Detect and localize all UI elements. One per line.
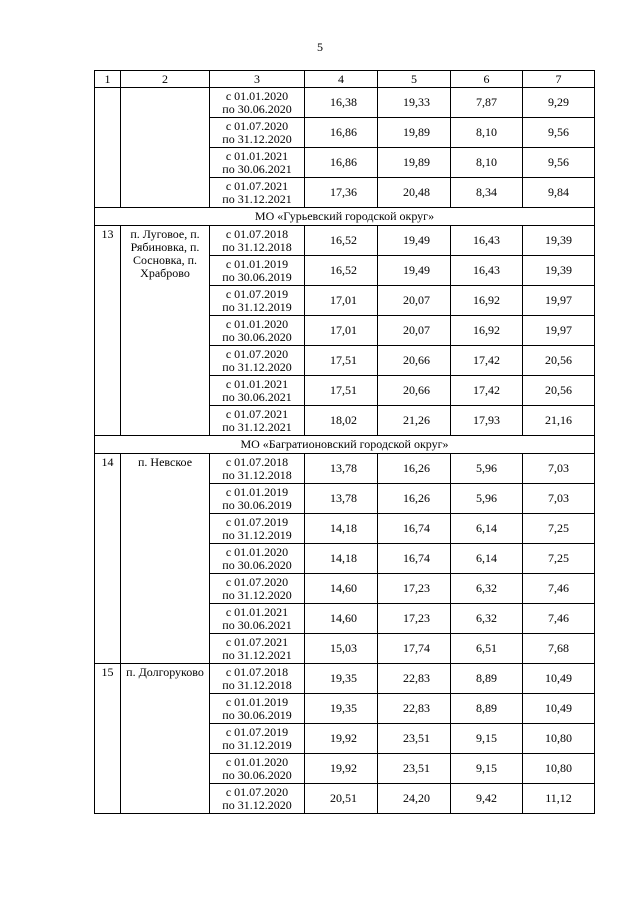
table-row [95, 88, 595, 118]
period-from: с 01.01.2019 [225, 256, 289, 271]
value-col7: 19,97 [523, 286, 595, 316]
period-cell [210, 118, 305, 148]
value-col6: 16,92 [451, 316, 523, 346]
period-cell [210, 574, 305, 604]
value-col4: 19,92 [305, 754, 378, 784]
period-cell [210, 88, 305, 118]
value-col4: 15,03 [305, 634, 378, 664]
value-col4: 19,92 [305, 724, 378, 754]
period-from: с 01.07.2019 [225, 286, 289, 301]
value-col5: 20,48 [378, 178, 451, 208]
value-col4: 20,51 [305, 784, 378, 814]
value-col7: 7,46 [523, 604, 595, 634]
value-col6: 6,14 [451, 514, 523, 544]
locality-cell: п. Невское [121, 454, 210, 664]
value-col5: 19,33 [378, 88, 451, 118]
period-from: с 01.01.2019 [225, 694, 289, 709]
value-col5: 20,07 [378, 286, 451, 316]
period-cell [210, 724, 305, 754]
column-header: 4 [305, 71, 378, 88]
period-to: по 31.12.2020 [222, 587, 292, 602]
table-row [95, 664, 595, 694]
value-col6: 9,15 [451, 754, 523, 784]
value-col4: 13,78 [305, 454, 378, 484]
value-col5: 20,66 [378, 376, 451, 406]
row-number: 13 [95, 226, 121, 436]
value-col7: 11,12 [523, 784, 595, 814]
period-cell [210, 604, 305, 634]
value-col7: 9,56 [523, 148, 595, 178]
value-col4: 17,01 [305, 286, 378, 316]
value-col7: 7,68 [523, 634, 595, 664]
column-header: 6 [451, 71, 523, 88]
period-cell [210, 664, 305, 694]
column-header: 2 [121, 71, 210, 88]
period-cell [210, 178, 305, 208]
value-col5: 24,20 [378, 784, 451, 814]
value-col6: 8,89 [451, 664, 523, 694]
period-to: по 31.12.2018 [222, 467, 292, 482]
value-col7: 10,80 [523, 724, 595, 754]
value-col4: 18,02 [305, 406, 378, 436]
period-from: с 01.07.2019 [225, 514, 289, 529]
row-number: 15 [95, 664, 121, 814]
header-row [95, 71, 595, 88]
value-col6: 16,43 [451, 226, 523, 256]
value-col4: 14,18 [305, 514, 378, 544]
period-from: с 01.07.2020 [225, 784, 289, 799]
value-col6: 17,42 [451, 376, 523, 406]
value-col7: 9,56 [523, 118, 595, 148]
value-col5: 16,26 [378, 454, 451, 484]
value-col7: 19,97 [523, 316, 595, 346]
period-to: по 30.06.2021 [222, 161, 292, 176]
period-from: с 01.07.2018 [225, 226, 289, 241]
value-col7: 21,16 [523, 406, 595, 436]
section-row [95, 436, 595, 454]
period-to: по 31.12.2021 [222, 191, 292, 206]
period-to: по 31.12.2020 [222, 797, 292, 812]
period-from: с 01.07.2019 [225, 724, 289, 739]
period-to: по 30.06.2020 [222, 557, 292, 572]
value-col4: 17,51 [305, 376, 378, 406]
value-col5: 19,49 [378, 226, 451, 256]
value-col7: 9,29 [523, 88, 595, 118]
value-col6: 17,93 [451, 406, 523, 436]
value-col5: 20,66 [378, 346, 451, 376]
value-col7: 20,56 [523, 346, 595, 376]
column-header: 5 [378, 71, 451, 88]
value-col4: 19,35 [305, 694, 378, 724]
period-from: с 01.01.2020 [225, 316, 289, 331]
period-from: с 01.01.2020 [225, 544, 289, 559]
value-col4: 19,35 [305, 664, 378, 694]
period-to: по 31.12.2020 [222, 131, 292, 146]
period-to: по 30.06.2021 [222, 389, 292, 404]
period-cell [210, 694, 305, 724]
value-col5: 22,83 [378, 664, 451, 694]
period-cell [210, 346, 305, 376]
period-cell [210, 634, 305, 664]
period-cell [210, 484, 305, 514]
period-to: по 30.06.2019 [222, 707, 292, 722]
value-col5: 22,83 [378, 694, 451, 724]
row-number: 14 [95, 454, 121, 664]
period-from: с 01.07.2018 [225, 454, 289, 469]
period-to: по 31.12.2019 [222, 299, 292, 314]
value-col7: 7,46 [523, 574, 595, 604]
period-cell [210, 286, 305, 316]
value-col7: 19,39 [523, 256, 595, 286]
period-cell [210, 226, 305, 256]
value-col5: 23,51 [378, 754, 451, 784]
value-col5: 17,23 [378, 604, 451, 634]
value-col6: 16,92 [451, 286, 523, 316]
section-row [95, 208, 595, 226]
value-col5: 16,74 [378, 544, 451, 574]
locality-cell [121, 88, 210, 208]
column-header: 1 [95, 71, 121, 88]
tariff-table [94, 70, 595, 814]
period-cell [210, 544, 305, 574]
period-to: по 31.12.2019 [222, 527, 292, 542]
period-cell [210, 514, 305, 544]
period-from: с 01.01.2021 [225, 604, 289, 619]
period-to: по 30.06.2019 [222, 497, 292, 512]
period-to: по 30.06.2019 [222, 269, 292, 284]
value-col5: 21,26 [378, 406, 451, 436]
period-to: по 31.12.2018 [222, 239, 292, 254]
value-col7: 20,56 [523, 376, 595, 406]
period-from: с 01.07.2021 [225, 634, 289, 649]
period-to: по 30.06.2020 [222, 767, 292, 782]
period-from: с 01.07.2018 [225, 664, 289, 679]
value-col6: 8,34 [451, 178, 523, 208]
period-from: с 01.01.2019 [225, 484, 289, 499]
value-col7: 7,25 [523, 544, 595, 574]
value-col6: 6,32 [451, 604, 523, 634]
column-header: 7 [523, 71, 595, 88]
period-cell [210, 316, 305, 346]
period-cell [210, 376, 305, 406]
value-col7: 10,49 [523, 664, 595, 694]
period-to: по 30.06.2021 [222, 617, 292, 632]
value-col7: 7,25 [523, 514, 595, 544]
value-col6: 8,10 [451, 148, 523, 178]
period-to: по 31.12.2020 [222, 359, 292, 374]
locality-cell: п. Долгоруково [121, 664, 210, 814]
period-from: с 01.07.2020 [225, 346, 289, 361]
period-to: по 31.12.2018 [222, 677, 292, 692]
period-cell [210, 256, 305, 286]
column-header: 3 [210, 71, 305, 88]
value-col6: 8,10 [451, 118, 523, 148]
value-col5: 19,89 [378, 148, 451, 178]
period-from: с 01.07.2020 [225, 574, 289, 589]
value-col6: 16,43 [451, 256, 523, 286]
period-cell [210, 754, 305, 784]
table-row [95, 226, 595, 256]
value-col4: 13,78 [305, 484, 378, 514]
value-col7: 10,80 [523, 754, 595, 784]
value-col7: 19,39 [523, 226, 595, 256]
value-col5: 16,26 [378, 484, 451, 514]
value-col7: 7,03 [523, 454, 595, 484]
value-col6: 8,89 [451, 694, 523, 724]
section-title: МО «Гурьевский городской округ» [95, 208, 595, 226]
value-col4: 16,52 [305, 256, 378, 286]
page-number: 5 [317, 40, 323, 54]
value-col6: 9,15 [451, 724, 523, 754]
period-cell [210, 784, 305, 814]
value-col5: 23,51 [378, 724, 451, 754]
period-from: с 01.07.2020 [225, 118, 289, 133]
period-to: по 30.06.2020 [222, 329, 292, 344]
value-col6: 5,96 [451, 454, 523, 484]
value-col4: 16,52 [305, 226, 378, 256]
value-col5: 19,89 [378, 118, 451, 148]
value-col4: 16,38 [305, 88, 378, 118]
period-to: по 30.06.2020 [222, 101, 292, 116]
value-col5: 17,74 [378, 634, 451, 664]
period-cell [210, 454, 305, 484]
period-from: с 01.01.2021 [225, 376, 289, 391]
table-row [95, 454, 595, 484]
value-col5: 19,49 [378, 256, 451, 286]
value-col4: 14,60 [305, 604, 378, 634]
value-col4: 17,01 [305, 316, 378, 346]
period-from: с 01.07.2021 [225, 178, 289, 193]
value-col4: 14,60 [305, 574, 378, 604]
period-from: с 01.01.2020 [225, 88, 289, 103]
value-col4: 16,86 [305, 118, 378, 148]
value-col6: 17,42 [451, 346, 523, 376]
value-col7: 7,03 [523, 484, 595, 514]
section-title: МО «Багратионовский городской округ» [95, 436, 595, 454]
value-col5: 17,23 [378, 574, 451, 604]
value-col4: 17,36 [305, 178, 378, 208]
period-from: с 01.01.2020 [225, 754, 289, 769]
value-col4: 16,86 [305, 148, 378, 178]
value-col6: 6,32 [451, 574, 523, 604]
value-col7: 10,49 [523, 694, 595, 724]
value-col5: 20,07 [378, 316, 451, 346]
value-col6: 5,96 [451, 484, 523, 514]
period-to: по 31.12.2021 [222, 647, 292, 662]
value-col4: 17,51 [305, 346, 378, 376]
row-number [95, 88, 121, 208]
value-col6: 6,51 [451, 634, 523, 664]
value-col7: 9,84 [523, 178, 595, 208]
period-from: с 01.07.2021 [225, 406, 289, 421]
value-col6: 9,42 [451, 784, 523, 814]
value-col4: 14,18 [305, 544, 378, 574]
period-from: с 01.01.2021 [225, 148, 289, 163]
period-to: по 31.12.2021 [222, 419, 292, 434]
period-cell [210, 148, 305, 178]
period-to: по 31.12.2019 [222, 737, 292, 752]
value-col6: 6,14 [451, 544, 523, 574]
locality-cell: п. Луговое, п. Рябиновка, п. Сосновка, п. Храброво [121, 226, 210, 436]
value-col6: 7,87 [451, 88, 523, 118]
value-col5: 16,74 [378, 514, 451, 544]
period-cell [210, 406, 305, 436]
